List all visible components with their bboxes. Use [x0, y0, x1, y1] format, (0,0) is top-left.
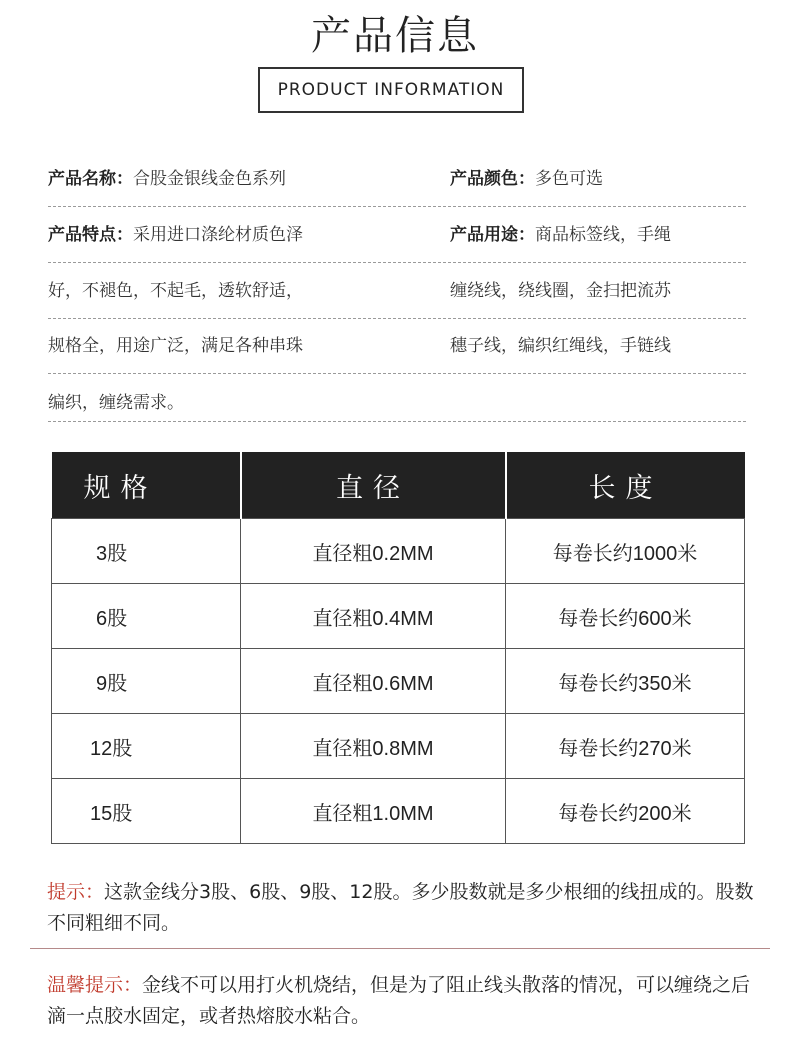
info-left	[48, 318, 303, 374]
info-label: 产品用途：	[450, 225, 535, 245]
table-row	[52, 779, 745, 844]
info-label: 产品名称：	[48, 169, 133, 189]
warm-tip-note	[47, 970, 757, 1032]
column-header-spec: 规格	[52, 452, 241, 519]
tip-note	[47, 877, 757, 939]
cell-diameter: 直径粗1.0MM	[241, 779, 506, 844]
info-left	[48, 151, 286, 207]
info-left	[48, 374, 184, 432]
table-row	[52, 584, 745, 649]
cell-diameter: 直径粗0.4MM	[241, 584, 506, 649]
cell-spec: 12股	[52, 714, 241, 779]
info-label: 产品特点：	[48, 225, 133, 245]
tip-label: 提示：	[47, 881, 105, 903]
info-value: 商品标签线，手绳	[535, 225, 671, 245]
cell-length: 每卷长约270米	[506, 714, 745, 779]
info-right	[450, 318, 671, 374]
info-row	[48, 374, 746, 422]
info-right	[450, 151, 603, 207]
info-label: 产品颜色：	[450, 169, 535, 189]
page-subtitle: PRODUCT INFORMATION	[258, 67, 524, 113]
divider	[30, 948, 770, 949]
info-value: 穗子线，编织红绳线，手链线	[450, 336, 671, 356]
table-row	[52, 714, 745, 779]
table-row	[52, 649, 745, 714]
info-value: 合股金银线金色系列	[133, 169, 286, 189]
table-row	[52, 519, 745, 584]
info-row	[48, 207, 746, 263]
cell-diameter: 直径粗0.8MM	[241, 714, 506, 779]
tip-text: 这款金线分3股、6股、9股、12股。多少股数就是多少根细的线扭成的。股数不同粗细不同。	[47, 881, 754, 934]
column-header-length: 长度	[506, 452, 745, 519]
info-row	[48, 151, 746, 207]
info-value: 多色可选	[535, 169, 603, 189]
cell-length: 每卷长约350米	[506, 649, 745, 714]
cell-length: 每卷长约200米	[506, 779, 745, 844]
column-header-diameter: 直径	[241, 452, 506, 519]
page-title: 产品信息	[311, 13, 479, 59]
cell-spec: 6股	[52, 584, 241, 649]
info-value: 缠绕线，绕线圈，金扫把流苏	[450, 281, 671, 301]
info-left	[48, 263, 303, 319]
info-right	[450, 263, 671, 319]
info-row	[48, 263, 746, 319]
cell-spec: 3股	[52, 519, 241, 584]
info-right	[450, 207, 671, 263]
cell-diameter: 直径粗0.6MM	[241, 649, 506, 714]
info-value: 好，不褪色，不起毛，透软舒适，	[48, 281, 303, 301]
warm-tip-label: 温馨提示：	[47, 974, 143, 996]
cell-length: 每卷长约1000米	[506, 519, 745, 584]
warm-tip-text: 金线不可以用打火机烧结，但是为了阻止线头散落的情况，可以缠绕之后滴一点胶水固定，或者热熔胶水粘合。	[47, 974, 751, 1027]
cell-length: 每卷长约600米	[506, 584, 745, 649]
info-left	[48, 207, 303, 263]
info-value: 编织，缠绕需求。	[48, 393, 184, 413]
spec-table	[51, 452, 745, 844]
info-value: 采用进口涤纶材质色泽	[133, 225, 303, 245]
table-header-row	[52, 452, 745, 519]
cell-spec: 15股	[52, 779, 241, 844]
cell-diameter: 直径粗0.2MM	[241, 519, 506, 584]
info-row	[48, 318, 746, 374]
cell-spec: 9股	[52, 649, 241, 714]
info-value: 规格全，用途广泛，满足各种串珠	[48, 336, 303, 356]
